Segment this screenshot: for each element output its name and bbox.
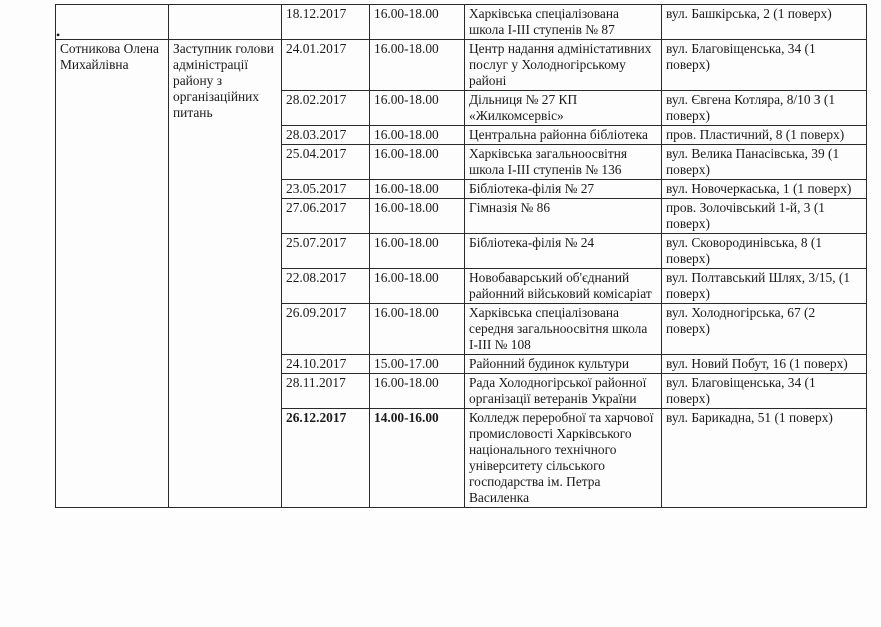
time-cell: 16.00-18.00	[370, 304, 465, 355]
date-cell: 28.02.2017	[282, 91, 370, 126]
address-cell: пров. Золочівський 1-й, 3 (1 поверх)	[662, 199, 867, 234]
place-cell: Харківська спеціалізована школа І-ІІІ ступенів № 87	[465, 5, 662, 40]
table-row	[56, 40, 867, 91]
place-cell: Дільниця № 27 КП «Жилкомсервіс»	[465, 91, 662, 126]
address-cell: пров. Пластичний, 8 (1 поверх)	[662, 126, 867, 145]
place-cell: Колледж переробної та харчової промисловості Харківського національного технічного університету сільського господарства ім. Петра Василенка	[465, 409, 662, 508]
date-cell: 28.11.2017	[282, 374, 370, 409]
address-cell: вул. Новий Побут, 16 (1 поверх)	[662, 355, 867, 374]
date-cell: 26.09.2017	[282, 304, 370, 355]
empty-position-cell	[169, 5, 282, 40]
date-cell: 22.08.2017	[282, 269, 370, 304]
date-cell: 24.10.2017	[282, 355, 370, 374]
time-cell: 16.00-18.00	[370, 199, 465, 234]
time-cell: 16.00-18.00	[370, 180, 465, 199]
date-cell: 23.05.2017	[282, 180, 370, 199]
reception-schedule-table	[55, 4, 867, 508]
place-cell: Центр надання адміністативних послуг у Холодногірському районі	[465, 40, 662, 91]
place-cell: Районний будинок культури	[465, 355, 662, 374]
place-cell: Харківська спеціалізована середня загальноосвітня школа І-ІІІ № 108	[465, 304, 662, 355]
place-cell: Бібліотека-філія № 27	[465, 180, 662, 199]
time-cell: 14.00-16.00	[370, 409, 465, 508]
place-cell: Гімназія № 86	[465, 199, 662, 234]
time-cell: 16.00-18.00	[370, 40, 465, 91]
place-cell: Центральна районна бібліотека	[465, 126, 662, 145]
time-cell: 16.00-18.00	[370, 269, 465, 304]
time-cell: 16.00-18.00	[370, 374, 465, 409]
time-cell: 16.00-18.00	[370, 5, 465, 40]
official-name: Сотникова Олена Михайлівна	[56, 40, 169, 508]
date-cell: 27.06.2017	[282, 199, 370, 234]
date-cell: 26.12.2017	[282, 409, 370, 508]
time-cell: 15.00-17.00	[370, 355, 465, 374]
place-cell: Бібліотека-філія № 24	[465, 234, 662, 269]
date-cell: 25.04.2017	[282, 145, 370, 180]
time-cell: 16.00-18.00	[370, 145, 465, 180]
address-cell: вул. Новочеркаська, 1 (1 поверх)	[662, 180, 867, 199]
address-cell: вул. Башкірська, 2 (1 поверх)	[662, 5, 867, 40]
place-cell: Рада Холодногірської районної організації ветеранів України	[465, 374, 662, 409]
date-cell: 25.07.2017	[282, 234, 370, 269]
date-cell: 24.01.2017	[282, 40, 370, 91]
official-position: Заступник голови адміністрації району з організаційних питань	[169, 40, 282, 508]
time-cell: 16.00-18.00	[370, 234, 465, 269]
address-cell: вул. Велика Панасівська, 39 (1 поверх)	[662, 145, 867, 180]
address-cell: вул. Благовіщенська, 34 (1 поверх)	[662, 374, 867, 409]
address-cell: вул. Сковородинівська, 8 (1 поверх)	[662, 234, 867, 269]
address-cell: вул. Барикадна, 51 (1 поверх)	[662, 409, 867, 508]
date-cell: 28.03.2017	[282, 126, 370, 145]
time-cell: 16.00-18.00	[370, 91, 465, 126]
table-row	[56, 5, 867, 40]
address-cell: вул. Євгена Котляра, 8/10 З (1 поверх)	[662, 91, 867, 126]
empty-name-cell	[56, 5, 169, 40]
stray-dot-mark: •	[56, 28, 61, 42]
address-cell: вул. Благовіщенська, 34 (1 поверх)	[662, 40, 867, 91]
address-cell: вул. Полтавський Шлях, 3/15, (1 поверх)	[662, 269, 867, 304]
place-cell: Новобаварський об'єднаний районний військовий комісаріат	[465, 269, 662, 304]
date-cell: 18.12.2017	[282, 5, 370, 40]
time-cell: 16.00-18.00	[370, 126, 465, 145]
address-cell: вул. Холодногірська, 67 (2 поверх)	[662, 304, 867, 355]
place-cell: Харківська загальноосвітня школа І-ІІІ ступенів № 136	[465, 145, 662, 180]
